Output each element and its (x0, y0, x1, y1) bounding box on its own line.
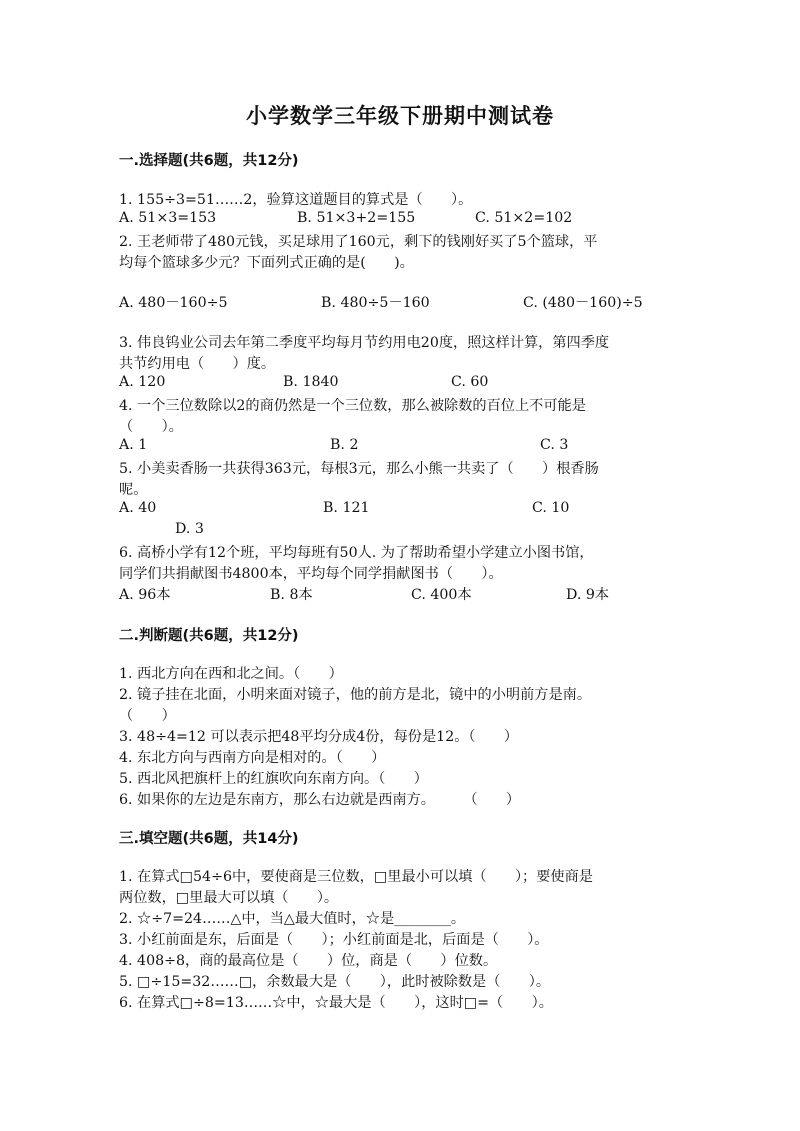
question-line: 2. 王老师带了480元钱，买足球用了160元，剩下的钱刚好买了5个篮球，平 (119, 234, 598, 250)
option-b: B. 1840 (283, 374, 339, 390)
fill-line: 6. 在算式□÷8=13……☆中，☆最大是（ ），这时□=（ ）。 (119, 995, 553, 1011)
question-line: 6. 高桥小学有12个班，平均每班有50人. 为了帮助希望小学建立小图书馆， (119, 545, 594, 561)
option-b: B. 121 (323, 500, 370, 516)
question-line: 共节约用电（ ）度。 (119, 356, 276, 372)
fill-line: 1. 在算式□54÷6中，要使商是三位数，□里最小可以填（ ）；要使商是 (119, 869, 593, 885)
fill-line: 5. □÷15=32……□，余数最大是（ ），此时被除数是（ ）。 (119, 974, 551, 990)
judge-line: 3. 48÷4=12 可以表示把48平均分成4份，每份是12。（ ） (119, 729, 519, 745)
option-b: B. 2 (330, 437, 359, 453)
page-title: 小学数学三年级下册期中测试卷 (246, 104, 554, 128)
option-a: A. 96本 (119, 587, 171, 603)
option-c: C. 51×2=102 (475, 210, 573, 226)
question-line: （ ）。 (119, 419, 183, 435)
option-b: B. 480÷5－160 (321, 295, 430, 311)
fill-line: 2. ☆÷7=24……△中，当△最大值时，☆是________。 (119, 911, 466, 927)
option-a: A. 120 (119, 374, 166, 390)
judge-line: 4. 东北方向与西南方向是相对的。（ ） (119, 750, 386, 766)
fill-line: 3. 小红前面是东，后面是（ ）；小红前面是北，后面是（ ）。 (119, 932, 549, 948)
option-c: C. 10 (532, 500, 570, 516)
judge-line: 2. 镜子挂在北面，小明来面对镜子，他的前方是北，镜中的小明前方是南。 (119, 687, 592, 703)
question-line: 呢。 (119, 482, 148, 498)
option-b: B. 8本 (270, 587, 313, 603)
option-c: C. 400本 (411, 587, 472, 603)
option-c: C. 60 (451, 374, 489, 390)
judge-line: 1. 西北方向在西和北之间。（ ） (119, 666, 343, 682)
question-line: 1. 155÷3=51……2，验算这道题目的算式是（ ）。 (119, 192, 473, 208)
question-line: 4. 一个三位数除以2的商仍然是一个三位数，那么被除数的百位上不可能是 (119, 398, 586, 414)
judge-line: 5. 西北风把旗杆上的红旗吹向东南方向。（ ） (119, 771, 428, 787)
question-line: 同学们共捐献图书4800本，平均每个同学捐献图书（ ）。 (119, 566, 503, 582)
question-line: 均每个篮球多少元？下面列式正确的是( )。 (119, 255, 414, 271)
option-b: B. 51×3+2=155 (297, 210, 416, 226)
judge-line: 6. 如果你的左边是东南方，那么右边就是西南方。 （ ） (119, 792, 521, 808)
question-line: 3. 伟良钨业公司去年第二季度平均每月节约用电20度，照这样计算，第四季度 (119, 335, 610, 351)
option-a: A. 480－160÷5 (119, 295, 228, 311)
option-d: D. 9本 (566, 587, 610, 603)
option-a: A. 51×3=153 (119, 210, 217, 226)
option-d: D. 3 (175, 521, 204, 537)
question-line: 5. 小美卖香肠一共获得363元，每根3元，那么小熊一共卖了（ ）根香肠 (119, 461, 599, 477)
section-heading-judge: 二.判断题(共6题，共12分) (119, 628, 299, 644)
option-a: A. 1 (119, 437, 148, 453)
judge-line: （ ） (119, 708, 176, 724)
section-heading-fill: 三.填空题(共6题，共14分) (119, 831, 299, 847)
option-a: A. 40 (119, 500, 157, 516)
option-c: C. 3 (540, 437, 569, 453)
fill-line: 两位数，□里最大可以填（ ）。 (119, 890, 339, 906)
section-heading-choice: 一.选择题(共6题，共12分) (119, 153, 299, 169)
option-c: C. (480－160)÷5 (523, 295, 643, 311)
fill-line: 4. 408÷8，商的最高位是（ ）位，商是（ ）位数。 (119, 953, 498, 969)
